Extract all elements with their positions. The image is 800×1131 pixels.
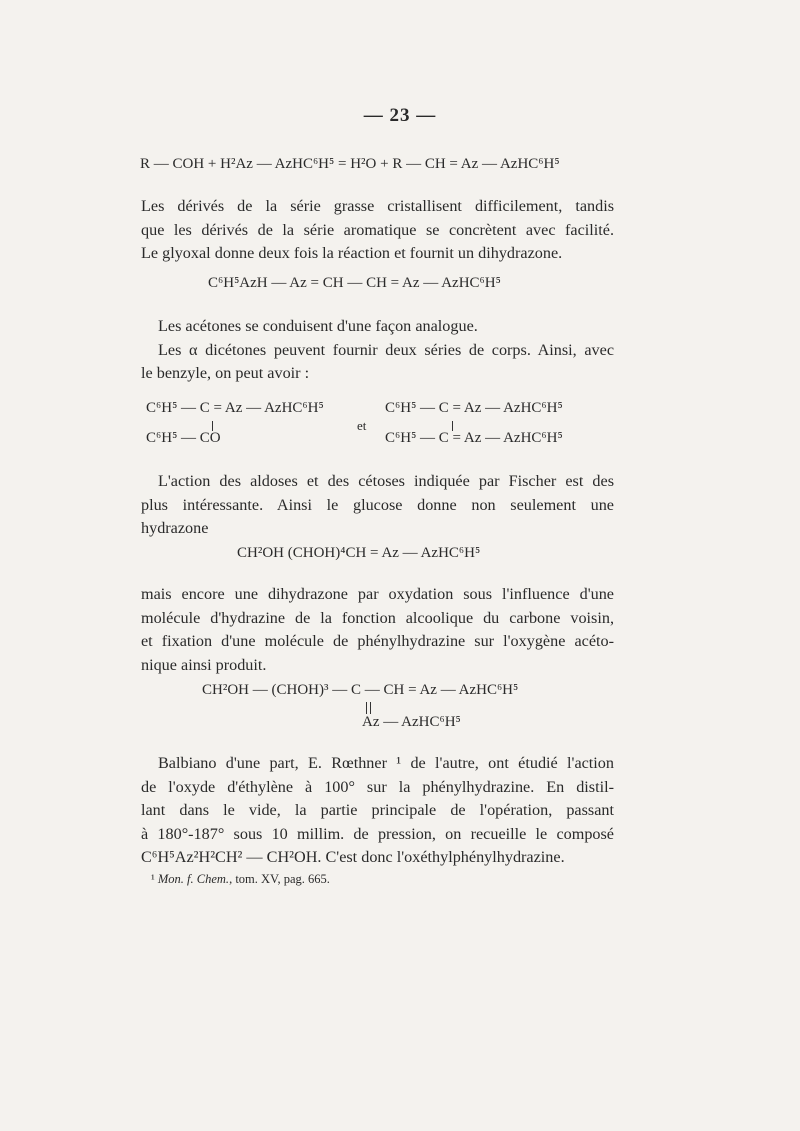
formula-bottom: C⁶H⁵ — C = Az — AzHC⁶H⁵: [385, 430, 563, 446]
paragraph-balbiano: [141, 752, 614, 870]
conjunction-et: et: [357, 418, 367, 433]
text-line: hydrazone: [141, 519, 209, 537]
text-line: à 180°-187° sous 10 millim. de pression, on recueille le composé: [141, 824, 614, 843]
text-line: Le glyoxal donne deux fois la réaction et fournit un dihydrazone.: [141, 244, 563, 262]
paragraph-aldoses: [141, 470, 614, 541]
footnote: [151, 872, 330, 887]
structure-benzyle-bis: [385, 400, 615, 450]
paragraph-acetones: [141, 315, 614, 386]
text-line: le benzyle, on peut avoir :: [141, 364, 310, 382]
equation-glyoxal-dihydrazone: C⁶H⁵AzH — Az = CH — CH = Az — AzHC⁶H⁵: [208, 275, 501, 291]
text-line: et fixation d'une molécule de phénylhydrazine sur l'oxygène acéto-: [141, 632, 614, 650]
formula-top: C⁶H⁵ — C = Az — AzHC⁶H⁵: [385, 400, 563, 416]
double-bond-line: [366, 702, 367, 714]
text-line: Les α dicétones peuvent fournir deux séries de corps. Ainsi, avec: [158, 340, 614, 359]
paragraph-dihydrazone: [141, 583, 614, 677]
text-line: de l'oxyde d'éthylène à 100° sur la phénylhydrazine. En distil-: [141, 777, 614, 796]
equation-condensation: R — COH + H²Az — AzHC⁶H⁵ = H²O + R — CH = Az — AzHC⁶H⁵: [140, 156, 560, 172]
formula-bottom: C⁶H⁵ — CO: [146, 430, 221, 446]
structure-osazone: [202, 682, 582, 734]
text-line: Les dérivés de la série grasse cristallisent difficilement, tandis: [141, 197, 614, 215]
paragraph-derives: [141, 195, 614, 266]
text-line: plus intéressante. Ainsi le glucose donne non seulement une: [141, 495, 614, 514]
text-line: L'action des aldoses et des cétoses indiquée par Fischer est des: [158, 472, 614, 490]
formula-bottom: Az — AzHC⁶H⁵: [362, 714, 461, 730]
equation-glucose-hydrazone: CH²OH (CHOH)⁴CH = Az — AzHC⁶H⁵: [237, 545, 481, 561]
page-number: — 23 —: [363, 105, 437, 126]
footnote-ref: , tom. XV, pag. 665.: [229, 872, 330, 886]
text-line: lant dans le vide, la partie principale de l'opération, passant: [141, 801, 614, 819]
text-line: Balbiano d'une part, E. Rœthner ¹ de l'autre, ont étudié l'action: [158, 754, 614, 772]
text-line: nique ainsi produit.: [141, 655, 267, 674]
formula-top: C⁶H⁵ — C = Az — AzHC⁶H⁵: [146, 400, 324, 416]
footnote-source: Mon. f. Chem.: [157, 872, 230, 886]
text-line: molécule d'hydrazine de la fonction alcoolique du carbone voisin,: [141, 608, 614, 627]
footnote-mark: ¹: [151, 872, 155, 886]
text-line: que les dérivés de la série aromatique se concrètent avec facilité.: [141, 220, 614, 239]
double-bond-line: [370, 702, 371, 714]
text-line: Les acétones se conduisent d'une façon analogue.: [158, 317, 478, 335]
structure-benzyle-mono: [146, 400, 406, 450]
text-line: mais encore une dihydrazone par oxydation sous l'influence d'une: [141, 585, 614, 603]
formula-top: CH²OH — (CHOH)³ — C — CH = Az — AzHC⁶H⁵: [202, 682, 519, 698]
text-line: C⁶H⁵Az²H²CH² — CH²OH. C'est donc l'oxéthylphénylhydrazine.: [141, 848, 565, 866]
